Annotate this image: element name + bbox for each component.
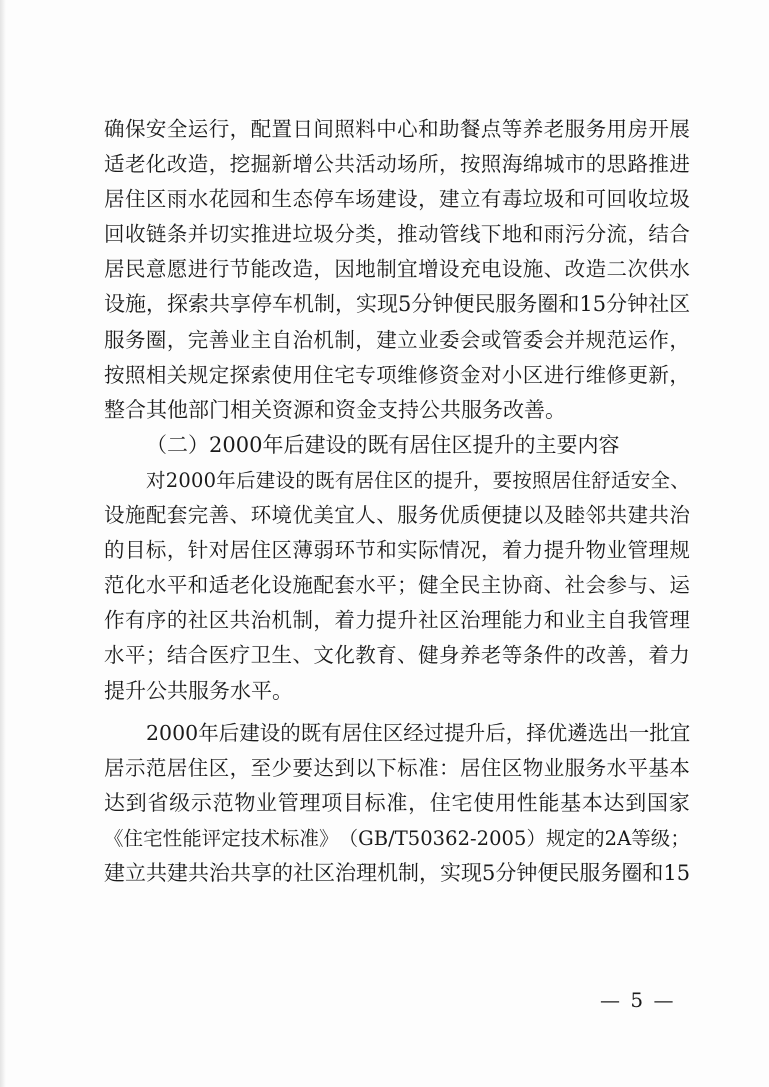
text-line: 达 到 省 级 示 范 物 业 管 理 项 目 标 准 ， 住 宅 使 用 性 能 基 本 达 到 国 家 (104, 790, 690, 815)
text-line: 服 务 圈 ， 完 善 业 主 自 治 机 制 ， 建 立 业 委 会 或 管 委 会 并 规 范 运 作 ， (104, 327, 690, 352)
text-line: 提升公共服务水平。 (104, 678, 293, 703)
text-line: 回 收 链 条 并 切 实 推 进 垃 圾 分 类 ， 推 动 管 线 下 地 和 雨 污 分 流 ， 结 合 (104, 222, 690, 247)
text-line: 整合其他部门相关资源和资金支持公共服务改善。 (104, 397, 566, 422)
section-heading: （二）2000年后建设的既有居住区提升的主要内容 (146, 432, 620, 457)
text-line: 范 化 水 平 和 适 老 化 设 施 配 套 水 平 ； 健 全 民 主 协 商 、 社 会 参 与 、 运 (104, 573, 690, 598)
text-line: 按 照 相 关 规 定 探 索 使 用 住 宅 专 项 维 修 资 金 对 小 区 进 行 维 修 更 新 ， (104, 362, 690, 387)
text-line: 确 保 安 全 运 行 ， 配 置 日 间 照 料 中 心 和 助 餐 点 等 养 老 服 务 用 房 开 展 (104, 117, 690, 141)
text-line: 2 0 0 0 年 后 建 设 的 既 有 居 住 区 经 过 提 升 后 ， 择 优 遴 选 出 一 批 宜 (146, 720, 691, 745)
page-number: — 5 — (600, 988, 676, 1012)
text-line: 建 立 共 建 共 治 共 享 的 社 区 治 理 机 制 ， 实 现 5 分 钟 便 民 服 务 圈 和 1 5 (104, 860, 691, 885)
text-line: 水 平 ； 结 合 医 疗 卫 生 、 文 化 教 育 、 健 身 养 老 等 条 件 的 改 善 ， 着 力 (104, 643, 690, 668)
text-line: 适 老 化 改 造 ， 挖 掘 新 增 公 共 活 动 场 所 ， 按 照 海 绵 城 市 的 思 路 推 进 (104, 152, 690, 177)
text-line: 对 2 0 0 0 年 后 建 设 的 既 有 居 住 区 的 提 升 ， 要 按 照 居 住 舒 适 安 全 、 (146, 468, 690, 492)
text-line: 设 施 配 套 完 善 、 环 境 优 美 宜 人 、 服 务 优 质 便 捷 以 及 睦 邻 共 建 共 治 (104, 503, 690, 528)
body-text (104, 112, 690, 891)
text-line: 居 民 意 愿 进 行 节 能 改 造 ， 因 地 制 宜 增 设 充 电 设 施 、 改 造 二 次 供 水 (104, 257, 690, 282)
text-line: 设 施 ， 探 索 共 享 停 车 机 制 ， 实 现 5 分 钟 便 民 服 务 圈 和 1 5 分 钟 社 区 (104, 292, 691, 317)
text-line: 的 目 标 ， 针 对 居 住 区 薄 弱 环 节 和 实 际 情 况 ， 着 力 提 升 物 业 管 理 规 (104, 538, 690, 563)
text-line: 《 住 宅 性 能 评 定 技 术 标 准 》 （ G B / T 5 0 3 6 2 - 2 0 0 5 ） 规 定 的 2 A 等 级 ； (104, 826, 690, 850)
text-line: 居 示 范 居 住 区 ， 至 少 要 达 到 以 下 标 准 ： 居 住 区 物 业 服 务 水 平 基 本 (104, 755, 690, 780)
scan-edge-shadow (0, 0, 6, 1087)
text-line: 作 有 序 的 社 区 共 治 机 制 ， 着 力 提 升 社 区 治 理 能 力 和 业 主 自 我 管 理 (104, 608, 690, 633)
text-line: 居 住 区 雨 水 花 园 和 生 态 停 车 场 建 设 ， 建 立 有 毒 垃 圾 和 可 回 收 垃 圾 (104, 187, 690, 212)
